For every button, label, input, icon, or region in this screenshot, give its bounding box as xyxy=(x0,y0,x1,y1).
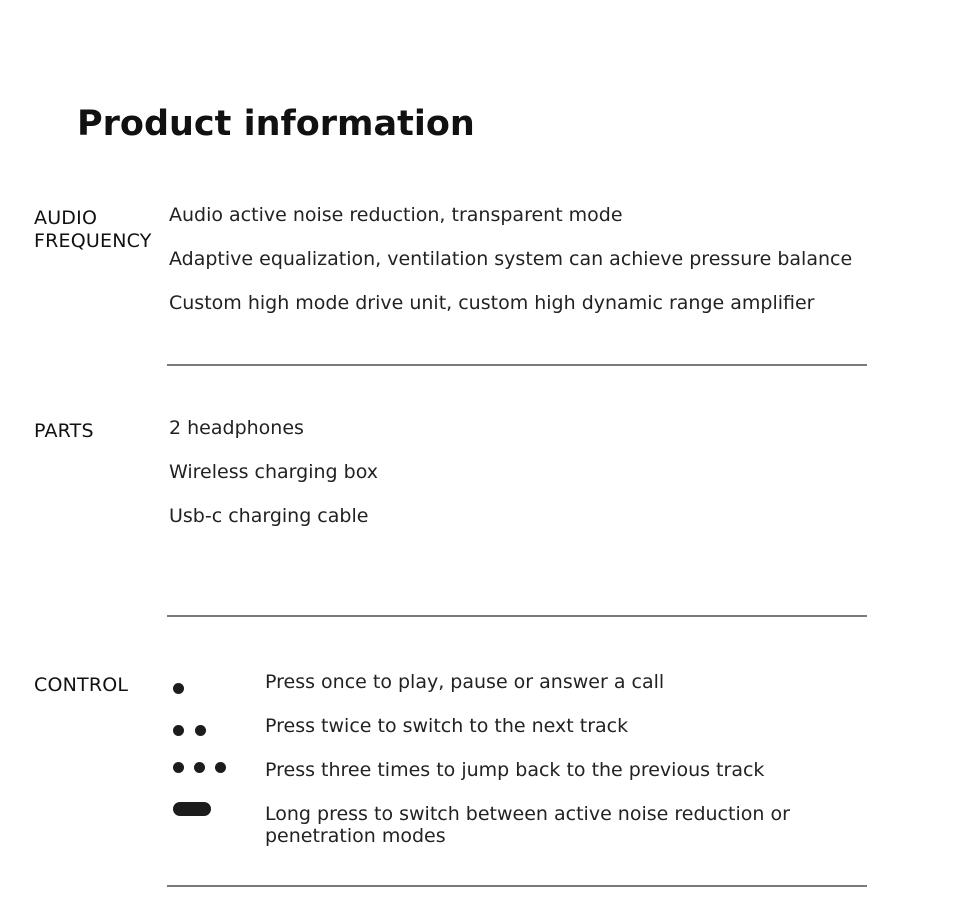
dot xyxy=(195,725,206,736)
section-label-line: AUDIO xyxy=(34,207,98,229)
audio-feature-item: Adaptive equalization, ventilation system can achieve pressure balance xyxy=(169,248,853,270)
dot xyxy=(173,762,184,773)
section-divider xyxy=(167,615,867,617)
dot xyxy=(215,762,226,773)
section-label-audio-frequency xyxy=(34,207,152,253)
dot xyxy=(194,762,205,773)
section-label-line: FREQUENCY xyxy=(34,230,152,252)
section-divider xyxy=(167,364,867,366)
single-dot-icon xyxy=(173,683,185,695)
section-label-control: CONTROL xyxy=(34,674,129,696)
control-instruction: Press three times to jump back to the previous track xyxy=(265,759,765,781)
section-label-parts: PARTS xyxy=(34,420,94,442)
parts-item: Usb-c charging cable xyxy=(169,505,369,527)
control-instruction: Press once to play, pause or answer a call xyxy=(265,671,665,693)
page-title: Product information xyxy=(77,104,475,144)
long-press-icon xyxy=(173,802,211,816)
audio-feature-item: Custom high mode drive unit, custom high dynamic range amplifier xyxy=(169,292,815,314)
parts-item: 2 headphones xyxy=(169,417,304,439)
control-instruction: Long press to switch between active noise reduction or penetration modes xyxy=(265,803,790,847)
control-instruction: Press twice to switch to the next track xyxy=(265,715,629,737)
audio-feature-item: Audio active noise reduction, transparent mode xyxy=(169,204,623,226)
triple-dot-icon xyxy=(173,762,227,774)
dot xyxy=(173,683,184,694)
dot xyxy=(173,725,184,736)
double-dot-icon xyxy=(173,725,207,737)
parts-item: Wireless charging box xyxy=(169,461,378,483)
section-divider xyxy=(167,885,867,887)
